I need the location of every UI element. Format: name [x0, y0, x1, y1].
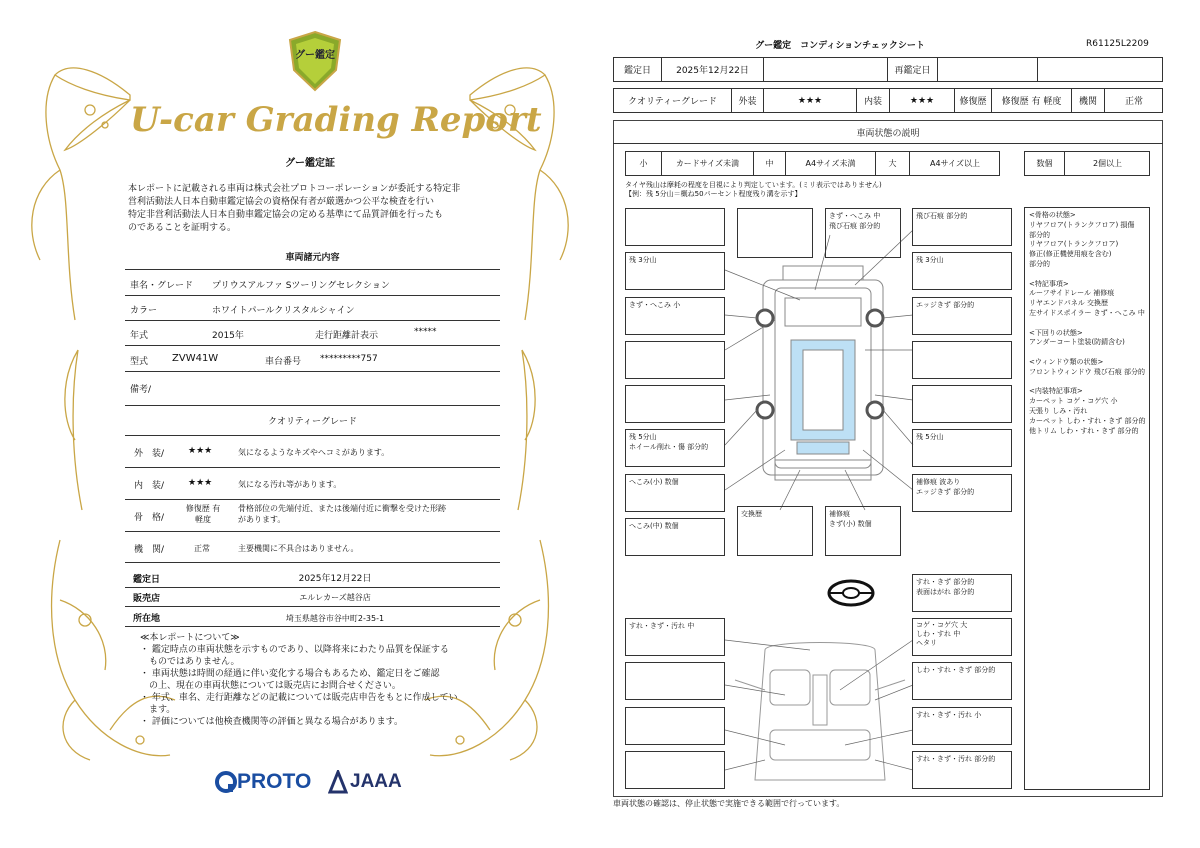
ext-box-r6	[912, 474, 1012, 512]
count-value: 2個以上	[1092, 159, 1123, 168]
ext-box-t1	[737, 208, 813, 258]
side-note-line: <特記事項>	[1029, 279, 1069, 288]
side-note-line: 天張り しみ・汚れ	[1029, 406, 1088, 415]
ext-box-b2	[825, 506, 901, 556]
car-name-label: 車名・グレード	[130, 281, 194, 291]
grade-title: クオリティーグレード	[267, 417, 358, 427]
proto-logo	[215, 770, 312, 798]
address-value: 埼玉県越谷市谷中町2-35-1	[285, 614, 385, 623]
jaaa-mark-icon	[328, 770, 348, 794]
shop-label: 販売店	[133, 594, 161, 604]
sheet-footer: 車両状態の確認は、停止状態で実施できる範囲で行っています。	[613, 799, 845, 808]
redate-label: 再鑑定日	[888, 58, 938, 81]
engine-label: 機 関/	[134, 545, 165, 555]
ext-box-l0	[625, 208, 725, 246]
note-line: ・ 評価については他検査機関等の評価と異なる場合があります。	[140, 717, 403, 727]
side-note-line	[1029, 378, 1145, 388]
side-note-line: 修正(修正機使用痕を含む)	[1029, 250, 1112, 259]
notes-title: ≪本レポートについて≫	[140, 633, 240, 643]
int-label: 内装	[857, 89, 890, 112]
note-line: ます。	[140, 705, 176, 715]
frame-value: 修復歴 有 軽度	[185, 504, 221, 524]
int-box-r5	[912, 751, 1012, 789]
ext-box-l2	[625, 297, 725, 335]
size-legend	[625, 151, 1000, 176]
int-box-r3	[912, 662, 1012, 700]
note-line: ・ 年式、車名、走行距離などの記載については販売店申告をもとに作成してい	[140, 693, 458, 703]
date-value: 2025年12月22日	[298, 574, 372, 584]
ext-label-l5: 残 5分山 ホイール削れ・傷 部分的	[629, 433, 709, 451]
int-box-l1	[625, 618, 725, 656]
shield-icon	[288, 30, 342, 92]
cert-line: 特定非営利活動法人日本自動車鑑定協会の定める基準にて品質評価を行ったも	[128, 210, 444, 220]
certificate-body	[128, 183, 498, 235]
ext-box-l5	[625, 429, 725, 467]
ext-label-b2: 交換歴	[741, 510, 762, 518]
size-medium: 中	[754, 152, 786, 175]
engine-value: 正常	[194, 544, 210, 553]
car-name-value: プリウスアルファ Sツーリングセレクション	[212, 281, 390, 291]
document-id: R61125L2209	[1086, 39, 1149, 49]
exterior-value: ★★★	[188, 446, 213, 456]
shop-value: エルレカーズ越谷店	[299, 593, 371, 602]
ext-label-l7: へこみ(中) 数個	[629, 522, 679, 530]
side-note-line	[1029, 348, 1145, 358]
ext-label-l1: 残 3分山	[629, 256, 657, 264]
date-row	[613, 57, 1163, 82]
side-note-line: 部分的	[1029, 259, 1050, 268]
ext-box-l4	[625, 385, 725, 423]
ext-label-r2: エッジきず 部分的	[916, 301, 975, 309]
int-box-l2	[625, 662, 725, 700]
side-note-line: 他トリム しわ・すれ・きず 部分的	[1029, 426, 1139, 435]
side-note-line: <内装特記事項>	[1029, 387, 1083, 396]
cert-line: 本レポートに記載される車両は株式会社プロトコーポレーションが委託する特定非	[128, 184, 461, 194]
date-value: 2025年12月22日	[662, 58, 764, 81]
ext-label: 外装	[732, 89, 764, 112]
ext-box-t2	[825, 208, 901, 258]
ext-box-l1	[625, 252, 725, 290]
int-label-r4: すれ・きず・汚れ 小	[916, 711, 982, 719]
address-label: 所在地	[133, 614, 161, 624]
side-note-line: カーペット しわ・すれ・きず 部分的	[1029, 416, 1146, 425]
int-box-r1	[912, 574, 1012, 612]
mileage-value: *****	[414, 327, 437, 337]
int-label-r5: すれ・きず・汚れ 部分的	[916, 755, 996, 763]
count-legend	[1024, 151, 1150, 176]
color-label: カラー	[130, 306, 158, 316]
side-note-line: リヤフロア(トランクフロア) 損傷	[1029, 220, 1135, 229]
note-label: 備考/	[130, 385, 152, 395]
ext-label-l2: きず・へこみ 小	[629, 301, 681, 309]
ext-box-l6	[625, 474, 725, 512]
side-note-line: リヤフロア(トランクフロア)	[1029, 240, 1119, 249]
note-line: の上、現在の車両状態については販売店にお問合せください。	[140, 681, 401, 691]
proto-mark-icon	[215, 770, 237, 794]
side-note-line: ルーフサイドレール 補修痕	[1029, 289, 1115, 298]
side-note-line: <下回りの状態>	[1029, 328, 1083, 337]
frame-label: 骨 格/	[134, 513, 165, 523]
interior-label: 内 装/	[134, 481, 165, 491]
color-value: ホワイトパールクリスタルシャイン	[212, 306, 355, 316]
sheet-title: グー鑑定 コンディションチェックシート	[755, 41, 925, 51]
ext-box-r0	[912, 208, 1012, 246]
ext-box-l3	[625, 341, 725, 379]
size-small-desc: カードサイズ未満	[662, 152, 754, 175]
ext-box-l7	[625, 518, 725, 556]
side-notes	[1029, 211, 1145, 436]
ext-label-top-right: 飛び石痕 部分的	[916, 212, 968, 220]
quality-grade-row	[613, 88, 1163, 113]
interior-desc: 気になる汚れ等があります。	[238, 480, 342, 489]
interior-value: ★★★	[188, 478, 213, 488]
side-note-line: カーペット コゲ・コゲ穴 小	[1029, 397, 1118, 406]
ext-label-top-center: きず・へこみ 中 飛び石痕 部分的	[829, 212, 881, 230]
side-note-line: 左サイドスポイラー きず・へこみ 中	[1029, 308, 1145, 317]
ext-label-l6: へこみ(小) 数個	[629, 478, 679, 486]
ext-box-b1	[737, 506, 813, 556]
int-box-l4	[625, 751, 725, 789]
frame-desc: 骨格部位の先端付近、または後端付近に衝撃を受けた形跡 があります。	[238, 504, 446, 524]
script-title: U-car Grading Report	[130, 100, 542, 140]
note-line: ものではありません。	[140, 657, 240, 667]
int-box-r4	[912, 707, 1012, 745]
side-note-line: <骨格の状態>	[1029, 211, 1076, 219]
note-line: ・ 車両状態は時間の経過に伴い変化する場合もあるため、鑑定日をご確認	[140, 669, 440, 679]
side-note-line: フロントウィンドウ 飛び石痕 部分的	[1029, 367, 1146, 376]
year-value: 2015年	[212, 331, 244, 341]
note-line: ・ 鑑定時点の車両状態を示すものであり、以降将来にわたり品質を保証する	[140, 645, 449, 655]
cert-line: 営利活動法人日本自動車鑑定協会の資格保有者が厳選かつ公平な検査を行い	[128, 197, 435, 207]
side-notes-box	[1024, 207, 1150, 790]
ext-label-r6: 補修痕 波あり エッジきず 部分的	[916, 478, 975, 496]
date-label: 鑑定日	[133, 575, 161, 585]
side-note-line: <ウィンドウ類の状態>	[1029, 357, 1104, 366]
qg-label: クオリティーグレード	[614, 89, 732, 112]
ext-label-r1: 残 3分山	[916, 256, 944, 264]
logo-text: グー鑑定	[295, 50, 335, 61]
model-value: ZVW41W	[172, 353, 219, 364]
ext-box-r1	[912, 252, 1012, 290]
engine-label: 機関	[1072, 89, 1105, 112]
mileage-label: 走行距離計表示	[315, 331, 379, 341]
jaaa-logo	[328, 770, 402, 798]
date-label: 鑑定日	[614, 58, 662, 81]
size-small: 小	[626, 152, 662, 175]
ext-box-r2	[912, 297, 1012, 335]
state-title: 車両状態の説明	[856, 129, 920, 139]
int-label-l2: すれ・きず・汚れ 中	[629, 622, 695, 630]
repair-value: 修復歴 有 軽度	[992, 89, 1072, 112]
int-label-r3: しわ・すれ・きず 部分的	[916, 666, 996, 674]
engine-value: 正常	[1124, 97, 1143, 107]
chassis-label: 車台番号	[265, 357, 302, 367]
int-label-r1: すれ・きず 部分的 表面はがれ 部分的	[916, 578, 975, 596]
ext-box-r4	[912, 385, 1012, 423]
ext-label-r5: 残 5分山	[916, 433, 944, 441]
tire-example: 【例：残 5分山＝概ね50パーセント程度残り溝を示す】	[625, 190, 802, 198]
count-label: 数個	[1025, 152, 1065, 175]
side-note-line: リヤエンドパネル 交換歴	[1029, 299, 1108, 308]
ext-box-r5	[912, 429, 1012, 467]
int-box-l3	[625, 707, 725, 745]
chassis-value: *********757	[320, 354, 378, 364]
ext-value: ★★★	[764, 89, 857, 112]
size-large-desc: A4サイズ以上	[930, 159, 980, 168]
tire-note: タイヤ残山は摩耗の程度を目視により判定しています。(ミリ表示ではありません)	[625, 181, 882, 189]
model-label: 型式	[130, 357, 149, 367]
repair-label: 修復歴	[955, 89, 992, 112]
ext-label-b3: 補修痕 きず(小) 数個	[829, 510, 872, 528]
spec-title: 車両諸元内容	[285, 253, 340, 263]
car-interior-diagram	[725, 630, 915, 790]
engine-desc: 主要機関に不具合はありません。	[238, 544, 359, 553]
side-note-line	[1029, 319, 1145, 329]
proto-text: PROTO	[237, 770, 312, 793]
side-note-line: 部分的	[1029, 230, 1050, 239]
certificate-title: グー鑑定証	[285, 158, 335, 169]
year-label: 年式	[130, 331, 149, 341]
report-notes	[140, 632, 500, 728]
size-medium-desc: A4サイズ未満	[786, 152, 876, 175]
size-large: 大	[876, 152, 910, 175]
side-note-line: アンダーコート塗装(防錆含む)	[1029, 338, 1125, 347]
cert-line: のであることを証明する。	[128, 223, 237, 233]
int-label-r2: コゲ・コゲ穴 大 しわ・すれ 中 ヘタリ	[916, 621, 968, 647]
exterior-label: 外 装/	[134, 449, 165, 459]
int-value: ★★★	[890, 89, 955, 112]
side-note-line	[1029, 270, 1145, 280]
steering-wheel-icon	[826, 578, 876, 608]
goo-kantei-logo	[288, 30, 342, 92]
exterior-desc: 気になるようなキズやヘコミがあります。	[238, 448, 390, 457]
jaaa-text: JAAA	[350, 771, 402, 792]
ext-box-r3	[912, 341, 1012, 379]
int-box-r2	[912, 618, 1012, 656]
